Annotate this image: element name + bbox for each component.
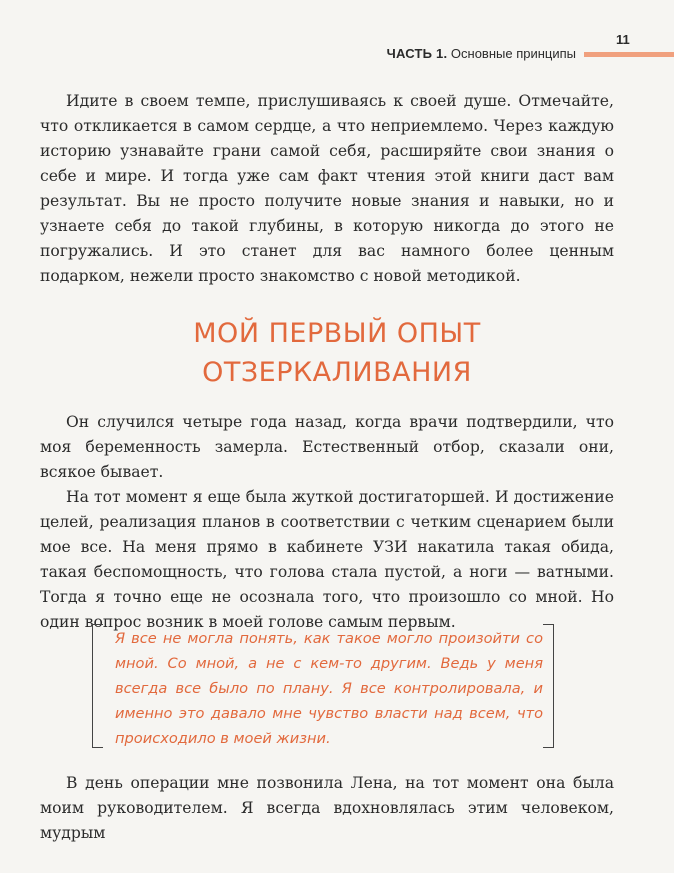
- quote-bracket-left: [92, 624, 103, 748]
- body-paragraph: Он случился четыре года назад, когда врачи подтвердили, что моя беременность замерла. Естественный отбор, сказали они, всякое бывает.: [40, 413, 614, 481]
- intro-text-block: [40, 89, 614, 289]
- section-text-block: [40, 410, 614, 635]
- quote-text: Я все не могла понять, как такое могло произойти со мной. Со мной, а не с кем-то другим. Ведь у меня всегда все было по плану. Я все контролировала, и именно это давало мне чувство власти над всем, что происходило в моей жизни.: [115, 630, 543, 747]
- part-label: ЧАСТЬ 1.: [386, 46, 448, 61]
- pull-quote: [92, 624, 554, 746]
- section-heading: [0, 314, 674, 392]
- body-paragraph: На тот момент я еще была жуткой достигаторшей. И достижение целей, реализация планов в соответствии с четким сценарием были мое все. На меня прямо в кабинете УЗИ накатила такая обида, такая беспомощность, что голова стала пустой, а ноги — ватными. Тогда я точно еще не осознала того, что произошло со мной. Но один вопрос возник в моей голове самым первым.: [40, 488, 614, 631]
- running-header: [0, 32, 674, 68]
- part-title: [387, 46, 576, 61]
- closing-text-block: [40, 771, 614, 846]
- quote-bracket-right: [543, 624, 554, 748]
- section-heading-line-1: МОЙ ПЕРВЫЙ ОПЫТ: [193, 318, 481, 349]
- section-heading-line-2: ОТЗЕРКАЛИВАНИЯ: [202, 357, 472, 388]
- page-number: 11: [616, 32, 630, 47]
- closing-paragraph: В день операции мне позвонила Лена, на тот момент она была моим руководителем. Я всегда вдохновлялась этим человеком, мудрым: [40, 774, 614, 842]
- intro-paragraph: Идите в своем темпе, прислушиваясь к своей душе. Отмечайте, что откликается в самом сердце, а что неприемлемо. Через каждую историю узнавайте грани самой себя, расширяйте свои знания о себе и мире. И тогда уже сам факт чтения этой книги даст вам результат. Вы не просто получите новые знания и навыки, но и узнаете себя до такой глубины, в которую никогда до этого не погружались. И это станет для вас намного более ценным подарком, нежели просто знакомство с новой методикой.: [40, 92, 614, 285]
- part-name: Основные принципы: [450, 46, 576, 61]
- header-accent-bar: [584, 52, 674, 57]
